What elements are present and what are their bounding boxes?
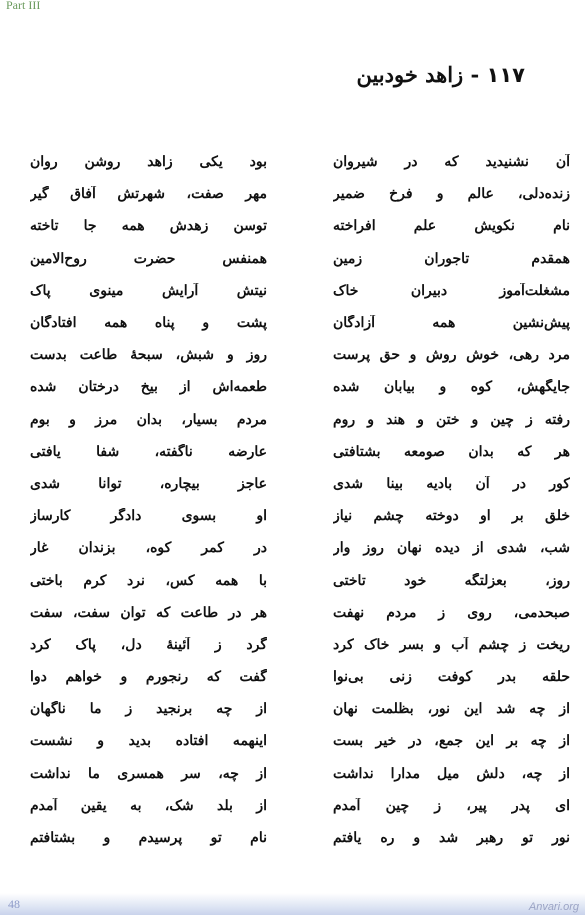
hemistich-first: از چه، دلش میل مدارا نداشت	[333, 765, 570, 782]
couplet	[30, 693, 570, 725]
couplet	[30, 500, 570, 532]
couplet	[30, 564, 570, 596]
hemistich-first: کور در آن بادیه بینا شدی	[333, 475, 570, 492]
hemistich-first: خلق بر او دوخته چشم نیاز	[333, 508, 570, 525]
hemistich-first: از چه بر این جمع، در خیر بست	[333, 733, 570, 750]
hemistich-first: هر که بدان صومعه بشتافتی	[333, 443, 570, 460]
hemistich-first: مشغلت‌آموز دبیران خاک	[333, 282, 570, 299]
hemistich-second: از چه برنجید ز ما ناگهان	[30, 701, 267, 718]
hemistich-first: از چه شد این نور، بظلمت نهان	[333, 701, 570, 718]
hemistich-second: از چه، سر همسری ما نداشت	[30, 765, 267, 782]
couplet	[30, 532, 570, 564]
couplet	[30, 436, 570, 468]
couplet	[30, 146, 570, 178]
couplet	[30, 790, 570, 822]
hemistich-second: گرد ز آئینهٔ دل، پاک کرد	[30, 636, 267, 653]
couplet	[30, 661, 570, 693]
couplet	[30, 468, 570, 500]
hemistich-first: حلقه بدر کوفت زنی بی‌نوا	[333, 669, 570, 686]
hemistich-second: مردم بسیار، بدان مرز و بوم	[30, 411, 267, 428]
couplet	[30, 210, 570, 242]
poem-title	[356, 62, 525, 87]
hemistich-second: نیتش آرایش مینوی پاک	[30, 282, 267, 299]
site-watermark: Anvari.org	[528, 901, 579, 913]
hemistich-second: همنفس حضرت روح‌الامین	[30, 250, 267, 267]
couplet	[30, 307, 570, 339]
hemistich-second: از بلد شک، به یقین آمدم	[30, 797, 267, 814]
hemistich-second: هر در طاعت که توان سفت، سفت	[30, 604, 267, 621]
running-head: Part III	[6, 0, 41, 12]
hemistich-first: مرد رهی، خوش روش و حق پرست	[333, 347, 570, 364]
hemistich-second: عاجز بیچاره، توانا شدی	[30, 475, 267, 492]
poem-title-text: زاهد خودبین	[356, 62, 464, 87]
hemistich-first: صبحدمی، روی ز مردم نهفت	[333, 604, 570, 621]
hemistich-second: طعمه‌اش از بیخ درختان شده	[30, 379, 267, 396]
hemistich-second: اینهمه افتاده بدید و نشست	[30, 733, 267, 750]
couplet	[30, 275, 570, 307]
couplet	[30, 404, 570, 436]
page-number: 48	[8, 897, 20, 911]
couplet	[30, 243, 570, 275]
hemistich-first: آن نشنیدید که در شیروان	[333, 154, 570, 171]
couplet	[30, 822, 570, 854]
hemistich-second: عارضه ناگفته، شفا یافتی	[30, 443, 267, 460]
hemistich-first: همقدم تاجوران زمین	[333, 250, 570, 267]
hemistich-second: پشت و پناه همه افتادگان	[30, 315, 267, 332]
hemistich-second: توسن زهدش همه جا تاخته	[30, 218, 267, 235]
couplet	[30, 339, 570, 371]
poem-number: ١١٧	[486, 63, 525, 87]
couplet	[30, 629, 570, 661]
hemistich-first: ای پدر پیر، ز چین آمدم	[333, 797, 570, 814]
couplet	[30, 725, 570, 757]
hemistich-second: در کمر کوه، بزندان غار	[30, 540, 267, 557]
hemistich-first: ریخت ز چشم آب و بسر خاک کرد	[333, 636, 570, 653]
couplet	[30, 178, 570, 210]
couplet	[30, 371, 570, 403]
hemistich-first: رفته ز چین و ختن و هند و روم	[333, 411, 570, 428]
title-separator: -	[463, 62, 487, 87]
hemistich-first: جایگهش، کوه و بیابان شده	[333, 379, 570, 396]
hemistich-first: روز، بعزلتگه خود تاختی	[333, 572, 570, 589]
hemistich-first: شب، شدی از دیده نهان روز وار	[333, 540, 570, 557]
hemistich-second: روز و شبش، سبحهٔ طاعت بدست	[30, 347, 267, 364]
footer-band	[0, 893, 585, 915]
hemistich-second: با همه کس، نرد کرم باختی	[30, 572, 267, 589]
hemistich-first: پیش‌نشین همه آزادگان	[333, 315, 570, 332]
couplet	[30, 597, 570, 629]
couplet	[30, 758, 570, 790]
hemistich-second: مهر صفت، شهرتش آفاق گیر	[30, 186, 267, 203]
hemistich-second: نام تو پرسیدم و بشتافتم	[30, 830, 267, 847]
hemistich-second: او بسوی دادگر کارساز	[30, 508, 267, 525]
hemistich-second: بود یکی زاهد روشن روان	[30, 154, 267, 171]
hemistich-first: زنده‌دلی، عالم و فرخ ضمیر	[333, 186, 570, 203]
hemistich-second: گفت که رنجورم و خواهم دوا	[30, 669, 267, 686]
hemistich-first: نور تو رهبر شد و ره یافتم	[333, 830, 570, 847]
poem-body	[30, 146, 570, 854]
hemistich-first: نام نکویش علم افراخته	[333, 218, 570, 235]
